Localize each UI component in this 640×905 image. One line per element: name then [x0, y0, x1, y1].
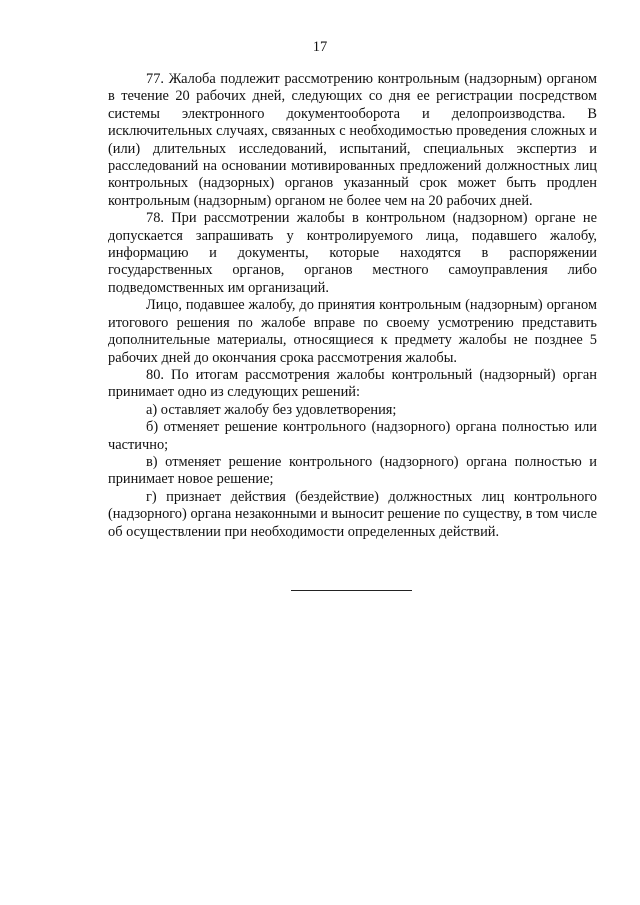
paragraph-additional-materials: Лицо, подавшее жалобу, до принятия контрольным (надзорным) органом итогового решения по жалобе вправе по своему усмотрению представить дополнительные материалы, относящиеся к предмету жалобы не позднее 5 рабочих дней до окончания срока рассмотрения жалобы. — [108, 297, 597, 366]
page-number: 17 — [312, 39, 328, 55]
decision-item-a: а) оставляет жалобу без удовлетворения; — [146, 401, 397, 418]
paragraph-78: 78. При рассмотрении жалобы в контрольном (надзорном) органе не допускается запрашивать у контролируемого лица, подавшего жалобу, информацию и документы, которые находятся в распоряжении государственных органов, органов местного самоуправления либо подведомственных им организаций. — [108, 210, 597, 296]
end-separator-line — [291, 590, 412, 591]
decision-item-g: г) признает действия (бездействие) должностных лиц контрольного (надзорного) органа незаконными и выносит решение по существу, в том числе об осуществлении при необходимости определенных действий. — [108, 488, 597, 540]
decision-item-v: в) отменяет решение контрольного (надзорного) органа полностью и принимает новое решение; — [108, 453, 597, 488]
decision-item-b: б) отменяет решение контрольного (надзорного) органа полностью или частично; — [108, 419, 597, 453]
paragraph-77: 77. Жалоба подлежит рассмотрению контрольным (надзорным) органом в течение 20 рабочих дней, следующих со дня ее регистрации посредством системы электронного документооборота и делопроизводства. В исключительных случаях, связанных с необходимостью проведения сложных и (или) длительных исследований, испытаний, специальных экспертиз и расследований на основании мотивированных предложений должностных лиц контрольных (надзорных) органов указанный срок может быть продлен контрольным (надзорным) органом не более чем на 20 рабочих дней. — [108, 71, 597, 209]
document-body — [108, 71, 597, 541]
paragraph-80: 80. По итогам рассмотрения жалобы контрольный (надзорный) орган принимает одно из следующих решений: — [108, 366, 597, 401]
